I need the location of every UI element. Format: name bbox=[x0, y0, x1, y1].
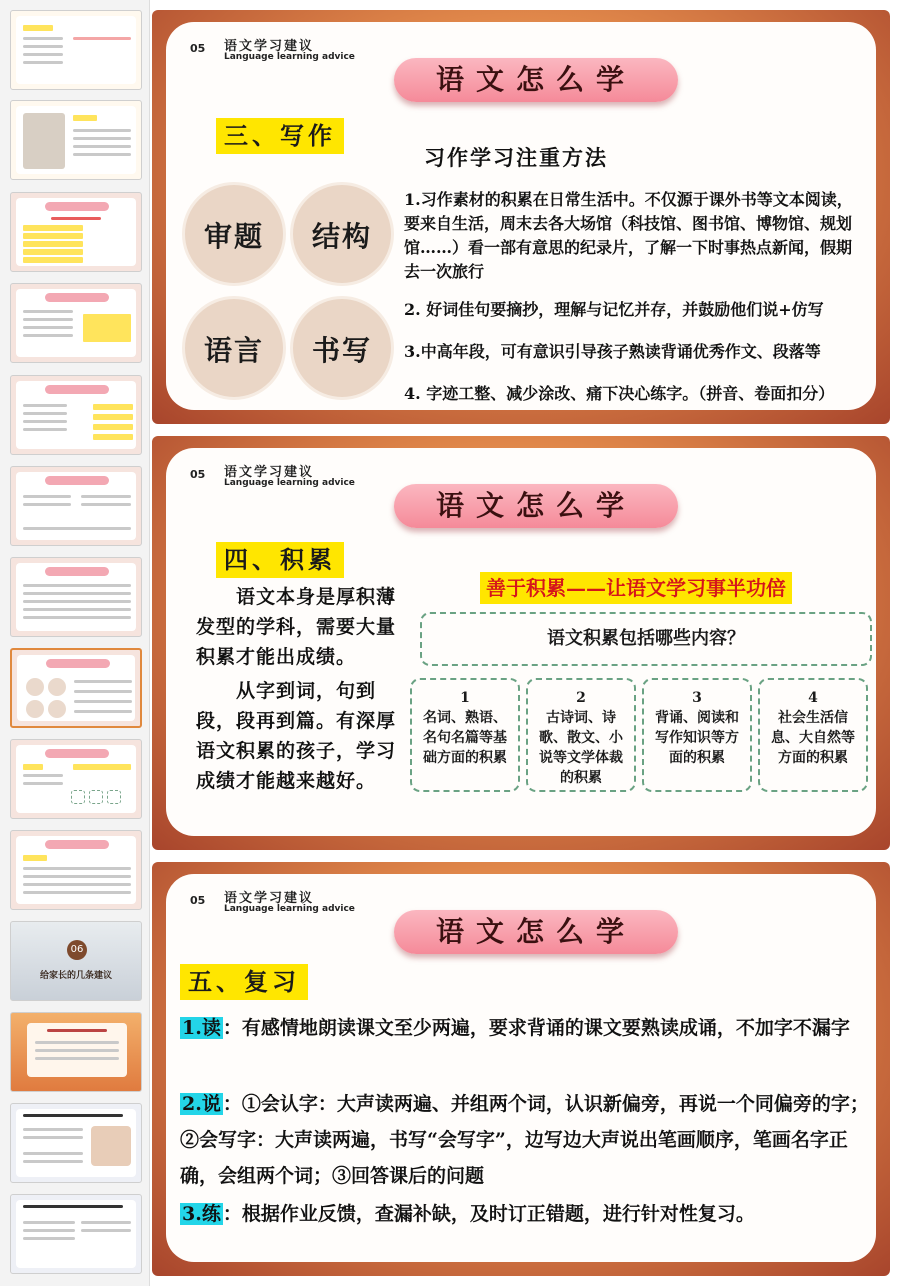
slide-thumbnail-10[interactable] bbox=[10, 830, 142, 910]
header-number: 05 bbox=[190, 468, 206, 481]
header-title-en: Language learning advice bbox=[224, 52, 355, 62]
review-say-label: 2.说 bbox=[182, 1093, 221, 1115]
accumulation-paragraph-2: 从字到词，句到段，段再到篇。有深厚语文积累的孩子，学习成绩才能越来越好。 bbox=[196, 680, 397, 792]
section-heading: 五、复习 bbox=[180, 964, 308, 1000]
item-number: 2 bbox=[576, 690, 586, 706]
header-title-en: Language learning advice bbox=[224, 478, 355, 488]
review-practice-label: 3.练 bbox=[182, 1203, 221, 1225]
review-say-paragraph bbox=[180, 1086, 870, 1194]
slide-card bbox=[166, 874, 876, 1262]
section-heading: 三、写作 bbox=[216, 118, 344, 154]
section-heading: 四、积累 bbox=[216, 542, 344, 578]
item-text: 社会生活信息、大自然等方面的积累 bbox=[771, 710, 855, 766]
slide-thumbnail-12[interactable] bbox=[10, 1012, 142, 1092]
accumulation-paragraph-1: 语文本身是厚积薄发型的学科，需要大量积累才能出成绩。 bbox=[196, 586, 397, 668]
header-title-cn: 语文学习建议 bbox=[224, 39, 315, 54]
slide-thumbnail-13[interactable] bbox=[10, 1103, 142, 1183]
circle-topic-1: 审题 bbox=[182, 182, 286, 286]
section-number-badge: 06 bbox=[67, 940, 87, 960]
slide-review bbox=[152, 862, 890, 1276]
item-number: 4 bbox=[808, 690, 818, 706]
slide-title: 语文怎么学 bbox=[394, 58, 678, 102]
slide-thumbnail-8-selected[interactable] bbox=[10, 648, 142, 728]
slide-card bbox=[166, 448, 876, 836]
header-title-cn: 语文学习建议 bbox=[224, 465, 315, 480]
slide-thumbnail-1[interactable] bbox=[10, 10, 142, 90]
slide-thumbnail-3[interactable] bbox=[10, 192, 142, 272]
slide-thumbnail-9[interactable] bbox=[10, 739, 142, 819]
accumulation-item-2 bbox=[526, 678, 636, 792]
accumulation-item-1 bbox=[410, 678, 520, 792]
header-number: 05 bbox=[190, 42, 206, 55]
writing-point-3: 3.中高年段，可有意识引导孩子熟读背诵优秀作文、段落等 bbox=[404, 342, 821, 361]
slide-title: 语文怎么学 bbox=[394, 484, 678, 528]
writing-point-2: 2. 好词佳句要摘抄，理解与记忆并存，并鼓励他们说+仿写 bbox=[404, 300, 824, 319]
slide-card bbox=[166, 22, 876, 410]
item-number: 3 bbox=[692, 690, 702, 706]
writing-point-1: 1.习作素材的积累在日常生活中。不仅源于课外书等文本阅读，要来自生活，周末去各大场馆（科技馆、图书馆、博物馆、规划馆……）看一部有意思的纪录片，了解一下时事热点新闻，假期去一次旅行 bbox=[404, 190, 853, 281]
slide-writing bbox=[152, 10, 890, 424]
section-subtitle: 习作学习注重方法 bbox=[424, 145, 608, 170]
item-text: 背诵、阅读和写作知识等方面的积累 bbox=[655, 710, 739, 766]
header-title-en: Language learning advice bbox=[224, 904, 355, 914]
slide-title: 语文怎么学 bbox=[394, 910, 678, 954]
section-title-thumb: 给家长的几条建议 bbox=[39, 971, 112, 981]
writing-point-4: 4. 字迹工整、减少涂改、痛下决心练字。（拼音、卷面扣分） bbox=[404, 384, 835, 403]
slide-thumbnail-6[interactable] bbox=[10, 466, 142, 546]
header-number: 05 bbox=[190, 894, 206, 907]
item-number: 1 bbox=[460, 690, 470, 706]
accumulation-item-3 bbox=[642, 678, 752, 792]
review-say-text: ：①会认字：大声读两遍、并组两个词，认识新偏旁，再说一个同偏旁的字；②会写字：大声读两遍，书写“会写字”，边写边大声说出笔画顺序，笔画名字正确，会组两个词；③回答课后的问题 bbox=[180, 1093, 869, 1187]
question-box: 语文积累包括哪些内容？ bbox=[420, 612, 872, 666]
slide-thumbnail-panel[interactable] bbox=[0, 0, 150, 1286]
slide-thumbnail-14[interactable] bbox=[10, 1194, 142, 1274]
slide-thumbnail-7[interactable] bbox=[10, 557, 142, 637]
item-text: 古诗词、诗歌、散文、小说等文学体裁的积累 bbox=[539, 710, 623, 786]
slide-thumbnail-5[interactable] bbox=[10, 375, 142, 455]
accumulation-item-4 bbox=[758, 678, 868, 792]
slide-accumulation bbox=[152, 436, 890, 850]
circle-topic-2: 结构 bbox=[290, 182, 394, 286]
header-title-cn: 语文学习建议 bbox=[224, 891, 315, 906]
review-read-text: ：有感情地朗读课文至少两遍，要求背诵的课文要熟读成诵，不加字不漏字 bbox=[222, 1017, 850, 1039]
slide-thumbnail-11[interactable] bbox=[10, 921, 142, 1001]
item-text: 名词、熟语、名句名篇等基础方面的积累 bbox=[423, 710, 507, 766]
circle-topic-3: 语言 bbox=[182, 296, 286, 400]
circle-topic-4: 书写 bbox=[290, 296, 394, 400]
review-practice-paragraph bbox=[180, 1196, 870, 1232]
review-practice-text: ：根据作业反馈，查漏补缺，及时订正错题，进行针对性复习。 bbox=[222, 1203, 755, 1225]
slide-thumbnail-2[interactable] bbox=[10, 100, 142, 180]
accumulation-banner: 善于积累——让语文学习事半功倍 bbox=[480, 572, 792, 604]
review-read-paragraph bbox=[180, 1010, 870, 1046]
slide-thumbnail-4[interactable] bbox=[10, 283, 142, 363]
review-read-label: 1.读 bbox=[182, 1017, 221, 1039]
